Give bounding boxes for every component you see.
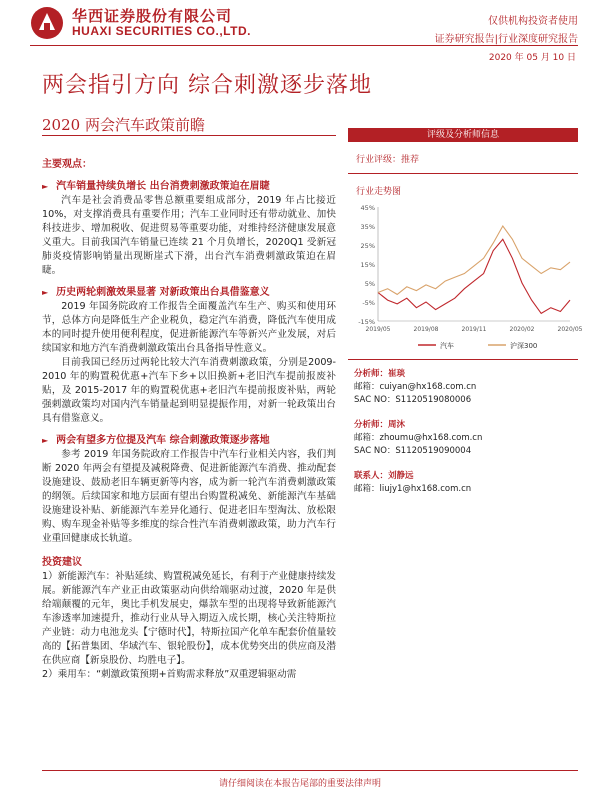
- company-name-cn: 华西证券股份有限公司: [72, 7, 233, 25]
- report-subtitle: 2020 两会汽车政策前瞻: [42, 116, 205, 134]
- sidebar-header: 评级及分析师信息: [348, 128, 578, 142]
- point-heading: ► 历史两轮刺激效果显著 对新政策出台具借鉴意义: [42, 287, 270, 298]
- point-heading: ► 汽车销量持续负增长 出台消费刺激政策迫在眉睫: [42, 181, 270, 192]
- report-title: 两会指引方向 综合刺激逐步落地: [42, 73, 372, 98]
- y-tick-label: 45%: [360, 204, 375, 212]
- x-tick-label: 2020/05: [557, 326, 583, 333]
- y-tick-label: 35%: [360, 223, 375, 231]
- analyst-email: 邮箱：cuiyan@hx168.com.cn: [354, 382, 477, 392]
- x-tick-label: 2019/05: [365, 326, 391, 333]
- audience-note: 仅供机构投资者使用: [488, 16, 578, 27]
- analyst-name: 分析师：崔琰: [354, 369, 406, 379]
- bullet-icon: ►: [42, 182, 49, 191]
- report-date: 2020 年 05 月 10 日: [488, 53, 576, 63]
- sidebar: [348, 128, 583, 496]
- subtitle-divider: [42, 135, 336, 136]
- legend-label: 沪深300: [510, 342, 538, 350]
- analyst-sac: SAC NO：S1120519090004: [354, 446, 472, 456]
- analyst-email: 邮箱：zhoumu@hx168.com.cn: [354, 433, 483, 443]
- analyst-name: 分析师：周沐: [354, 420, 406, 430]
- analyst-block: [354, 368, 578, 407]
- y-tick-label: 25%: [360, 242, 375, 250]
- series-line: [378, 226, 570, 294]
- trend-chart: [348, 201, 583, 351]
- invest-item: 1）新能源汽车：补贴延续、购置税减免延长，有利于产业健康持续发展。新能源汽车产业正由政策驱动向供给端驱动过渡，2020 年是供给端颠覆的元年，奥比手机发展史，爆款车型的出现将导致新能源汽车渗透率加速提升，推动行业从导入期迈入成长期，核心关注特斯拉产业链：动力电池龙头【宁德时代】，特斯拉国产化单车配套价值量较高的【拓普集团、华域汽车、银轮股份】，成本优势突出的供应商及潜在供应商【新泉股份、均胜电子】。: [42, 571, 336, 666]
- analyst-sac: SAC NO：S1120519080006: [354, 395, 472, 405]
- divider: [348, 173, 578, 174]
- report-type: 证券研究报告|行业深度研究报告: [434, 34, 578, 45]
- invest-label: 投资建议: [42, 557, 82, 568]
- invest-item: 2）乘用车：“刺激政策预期+首购需求释放”双重逻辑驱动需: [42, 669, 297, 680]
- main-content: [42, 152, 336, 682]
- point-body: 参考 2019 年国务院政府工作报告中汽车行业相关内容，我们判断 2020 年两会有望提及减税降费、促进新能源汽车消费、推动配套设施建设、鼓励老旧车辆更新等内容，成为新一轮汽车消费刺激政策的纲领。后续国家和地方层面有望出台购置税减免、新能源汽车基础设施建设补贴、新能源汽车差异化通行、促进老旧车型淘汰、放松限购、购车现金补贴等多维度的综合性汽车消费刺激政策，助力汽车行业重回健康成长轨道。: [42, 449, 336, 544]
- rating-label: 行业评级：推荐: [356, 155, 420, 165]
- trend-chart-svg: [348, 201, 583, 351]
- point-body: 汽车是社会消费品零售总额重要组成部分，2019 年占比接近10%，对支撑消费具有重要作用；汽车工业同时还有带动就业、加快科技进步、增加税收、促进贸易等重要功能，对维持经济健康发展意义重大。目前我国汽车销量已连续 21 个月负增长，2020Q1 受新冠肺炎疫情影响销量出现断崖式下滑，出台汽车消费刺激政策迫在眉睫。: [42, 195, 336, 276]
- point-heading: ► 两会有望多方位提及汽车 综合刺激政策逐步落地: [42, 435, 270, 446]
- trend-label: 行业走势图: [356, 187, 402, 197]
- x-tick-label: 2019/11: [461, 326, 487, 333]
- series-line: [378, 239, 570, 313]
- x-tick-label: 2020/02: [509, 326, 535, 333]
- company-name-en: HUAXI SECURITIES CO.,LTD.: [72, 24, 251, 38]
- section-label: 主要观点：: [42, 159, 92, 170]
- y-tick-label: -5%: [362, 299, 375, 307]
- contact-name: 联系人：刘静远: [354, 471, 414, 481]
- footer-divider: [42, 770, 578, 771]
- y-tick-label: 15%: [360, 261, 375, 269]
- point-body: 目前我国已经历过两轮比较大汽车消费刺激政策，分别是2009-2010 年的购置税优惠+汽车下乡+以旧换新+老旧汽车提前报废补贴，及 2015-2017 年的购置税优惠+老旧汽车提前报废补贴，两轮强刺激政策均对国内汽车销量起到明显提振作用，对新一轮政策出台具有借鉴意义。: [42, 357, 336, 424]
- analyst-block: [354, 419, 578, 458]
- company-logo: [30, 6, 64, 40]
- bullet-icon: ►: [42, 288, 49, 297]
- y-tick-label: 5%: [364, 280, 375, 288]
- header-divider: [30, 45, 578, 46]
- footer-disclaimer: 请仔细阅读在本报告尾部的重要法律声明: [218, 779, 381, 789]
- bullet-icon: ►: [42, 436, 49, 445]
- contact-block: [354, 470, 578, 496]
- x-tick-label: 2019/08: [413, 326, 439, 333]
- y-tick-label: -15%: [358, 318, 375, 326]
- legend-label: 汽车: [440, 342, 454, 350]
- contact-email: 邮箱：liujy1@hx168.com.cn: [354, 484, 472, 494]
- point-body: 2019 年国务院政府工作报告全面覆盖汽车生产、购买和使用环节，总体方向是降低生产企业税负，稳定汽车消费，降低汽车使用成本的同时提升使用便利程度，促进新能源汽车等新兴产业发展，对后续国家和地方汽车消费刺激政策出台具备指导性意义。: [42, 301, 336, 354]
